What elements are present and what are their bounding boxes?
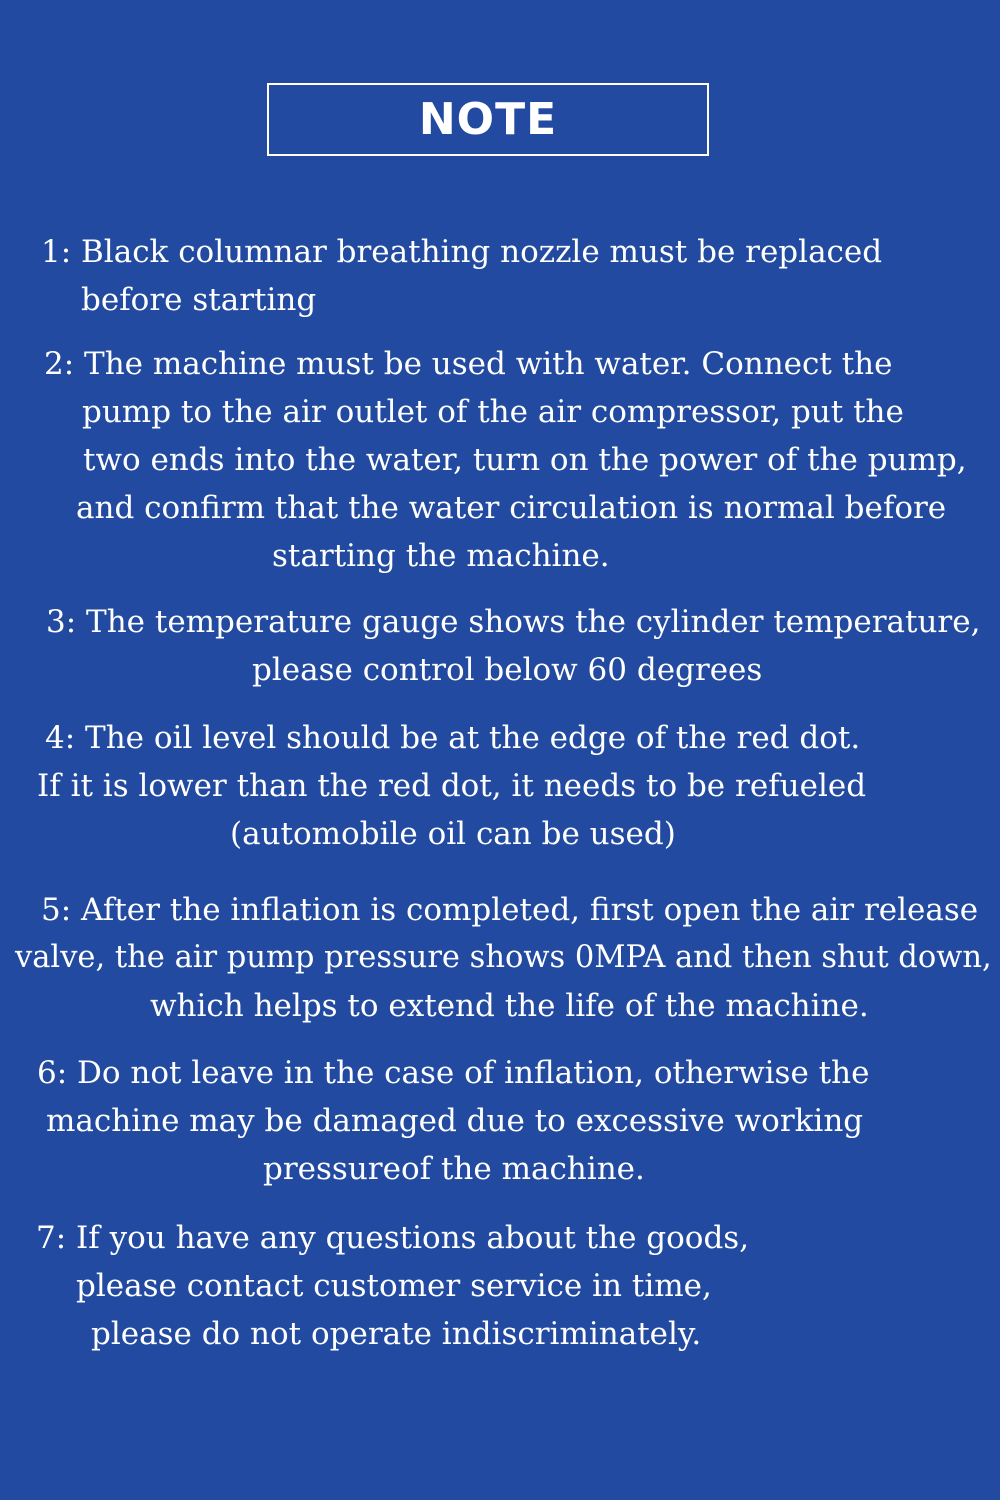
note-6-line-2: machine may be damaged due to excessive working [46, 1103, 864, 1139]
note-4-line-1: 4: The oil level should be at the edge of the red dot. [45, 720, 861, 756]
note-3-line-1: 3: The temperature gauge shows the cylinder temperature, [46, 604, 981, 640]
note-2-line-4: and confirm that the water circulation is normal before [76, 490, 947, 526]
note-2-line-2: pump to the air outlet of the air compressor, put the [82, 394, 904, 430]
note-5-line-1: 5: After the inflation is completed, first open the air release [41, 892, 979, 928]
note-1-line-1: 1: Black columnar breathing nozzle must be replaced [41, 234, 883, 270]
note-5-line-2: valve, the air pump pressure shows 0MPA and then shut down, [15, 940, 992, 975]
note-2-line-5: starting the machine. [272, 538, 610, 574]
note-5-line-3: which helps to extend the life of the machine. [150, 988, 869, 1024]
note-1-line-2: before starting [81, 282, 317, 318]
note-7-line-2: please contact customer service in time, [76, 1268, 712, 1304]
note-2-line-3: two ends into the water, turn on the power of the pump, [83, 442, 967, 478]
note-title: NOTE [418, 93, 558, 145]
note-4-line-2: If it is lower than the red dot, it needs to be refueled [37, 768, 867, 804]
note-2-line-1: 2: The machine must be used with water. Connect the [44, 346, 893, 382]
note-7-line-1: 7: If you have any questions about the goods, [36, 1220, 750, 1256]
note-title-box [267, 83, 709, 156]
note-6-line-1: 6: Do not leave in the case of inflation, otherwise the [37, 1055, 870, 1091]
note-3-line-2: please control below 60 degrees [252, 652, 763, 688]
note-6-line-3: pressureof the machine. [263, 1151, 645, 1187]
note-7-line-3: please do not operate indiscriminately. [91, 1316, 702, 1352]
note-4-line-3: (automobile oil can be used) [230, 816, 676, 852]
